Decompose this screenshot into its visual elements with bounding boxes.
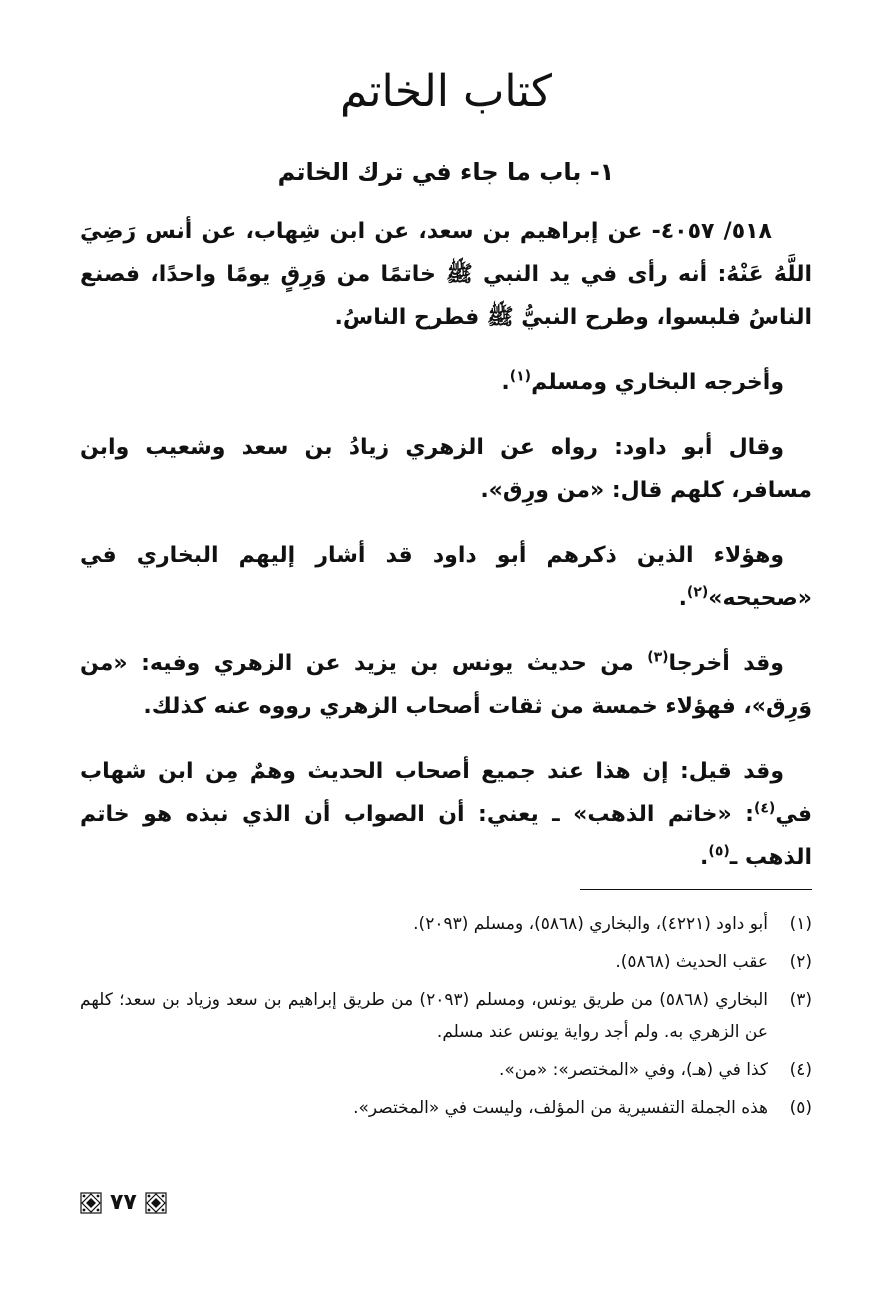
takhrij-text: وأخرجه البخاري ومسلم	[531, 370, 784, 395]
ornament-icon	[80, 1192, 102, 1214]
footnote-marker: (٢)	[686, 584, 709, 601]
takhrij-paragraph: وأخرجه البخاري ومسلم$^{(١)}$.	[501, 368, 784, 395]
yunus-paragraph	[80, 642, 812, 728]
book-title: كتاب الخاتم	[339, 66, 552, 117]
footnote-text: عقب الحديث (٥٨٦٨).	[615, 952, 768, 972]
page-number: ٧٧	[110, 1190, 137, 1215]
footnote-separator	[580, 889, 812, 890]
footnote-item	[80, 984, 812, 1048]
ornament-icon	[145, 1192, 167, 1214]
footnote-text: أبو داود (٤٢٢١)، والبخاري (٥٨٦٨)، ومسلم (٢٠٩٣).	[413, 914, 768, 934]
footnote-item	[80, 1054, 812, 1086]
footnote-text: كذا في (هـ)، وفي «المختصر»: «من».	[499, 1060, 768, 1080]
footnote-item	[80, 908, 812, 940]
footnote-marker: (٤)	[753, 800, 776, 817]
footnote-text: هذه الجملة التفسيرية من المؤلف، وليست في «المختصر».	[353, 1098, 768, 1118]
abu-dawud-paragraph	[80, 426, 812, 512]
main-text	[80, 210, 812, 901]
wahm-text-end: : «خاتم الذهب» ـ يعني: أن الصواب أن الذي نبذه هو خاتم الذهب ـ	[80, 802, 812, 870]
footnote-marker: (٥)	[708, 843, 730, 860]
wahm-paragraph: وقد قيل: إن هذا عند جميع أصحاب الحديث وهمٌ مِن ابن شهاب في$^{(٤)}$: «خاتم الذهب» ـ يعني: أن الصواب أن الذي نبذه هو خاتم الذهب ـ$^{(٥)}$.	[80, 759, 812, 870]
yunus-text-start: وقد أخرجا	[668, 651, 784, 676]
footnote-number: (١)	[789, 914, 812, 934]
chapter-heading: ١- باب ما جاء في ترك الخاتم	[277, 158, 615, 186]
footnotes	[80, 908, 812, 1130]
yunus-text-end: من حديث يونس بن يزيد عن الزهري وفيه: «من وَرِق»، فهؤلاء خمسة من ثقات أصحاب الزهري رووه عنه كذلك.	[80, 651, 812, 719]
footnote-number: (٣)	[789, 990, 812, 1010]
footnote-text: البخاري (٥٨٦٨) من طريق يونس، ومسلم (٢٠٩٣) من طريق إبراهيم بن سعد وزياد بن سعد؛ كلهم عن الزهري به. ولم أجد رواية يونس عند مسلم.	[80, 990, 769, 1042]
bukhari-reference-paragraph: وهؤلاء الذين ذكرهم أبو داود قد أشار إليهم البخاري في «صحيحه»$^{(٢)}$.	[80, 543, 812, 611]
footnote-number: (٤)	[789, 1060, 812, 1080]
abu-dawud-text: وقال أبو داود: رواه عن الزهري زيادُ بن سعد وشعيب وابن مسافر، كلهم قال: «من ورِق».	[80, 435, 812, 503]
hadith-text: ٥١٨/ ٤٠٥٧- عن إبراهيم بن سعد، عن ابن شِهاب، عن أنس رَضِيَ اللَّهُ عَنْهُ: أنه رأى في يد النبي ﷺ خاتمًا من وَرِقٍ يومًا واحدًا، فصنع الناسُ فلبسوا، وطرح النبيُّ ﷺ فطرح الناسُ.	[80, 219, 812, 330]
footnote-item	[80, 1092, 812, 1124]
footnote-marker: (١)	[509, 368, 532, 385]
bukhari-reference-text: وهؤلاء الذين ذكرهم أبو داود قد أشار إليهم البخاري في «صحيحه»	[80, 543, 812, 611]
page-footer	[80, 1188, 167, 1218]
wahm-text-start: وقد قيل: إن هذا عند جميع أصحاب الحديث وهمٌ مِن ابن شهاب في	[80, 759, 812, 827]
footnote-marker: (٣)	[647, 649, 669, 666]
footnote-item	[80, 946, 812, 978]
hadith-paragraph	[80, 210, 812, 339]
footnote-number: (٥)	[789, 1098, 812, 1118]
footnote-number: (٢)	[789, 952, 812, 972]
